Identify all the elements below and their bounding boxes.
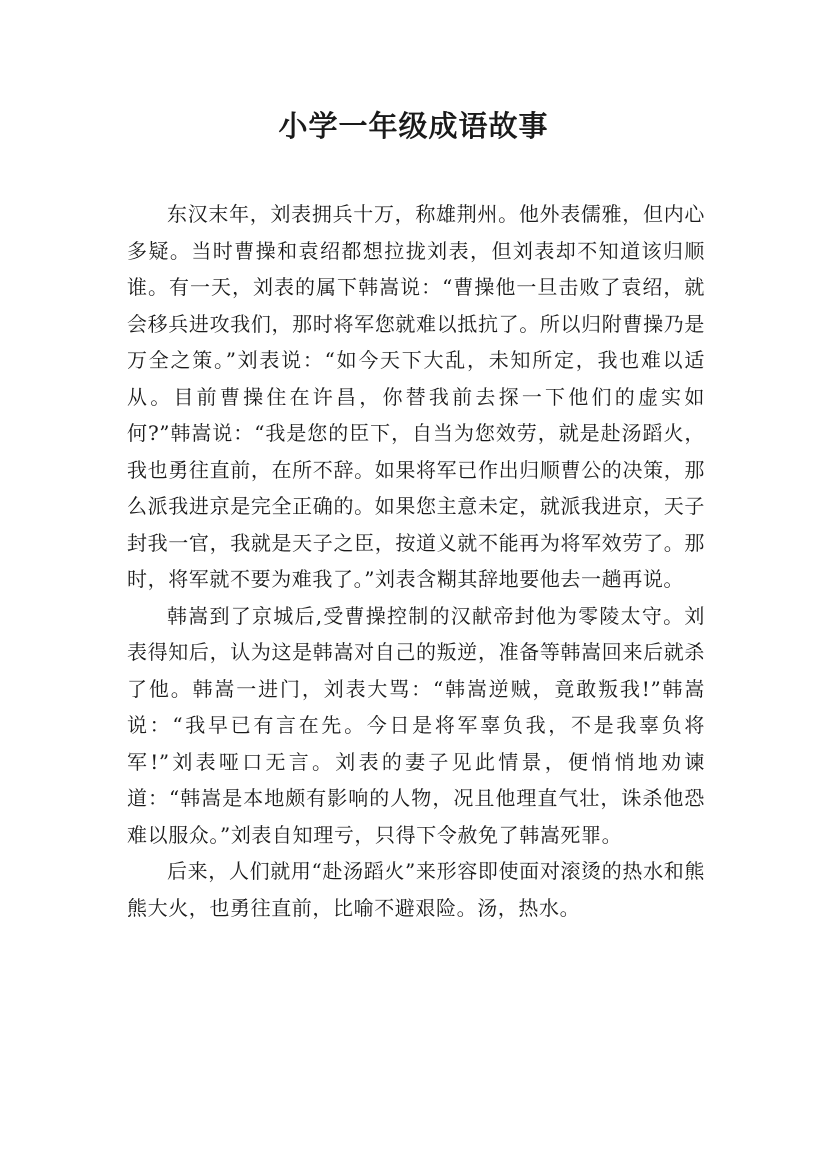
paragraph-1: 东汉末年，刘表拥兵十万，称雄荆州。他外表儒雅，但内心多疑。当时曹操和袁绍都想拉拢刘表，但刘表却不知道该归顺谁。有一天，刘表的属下韩嵩说：“曹操他一旦击败了袁绍，就会移兵进攻我们，那时将军您就难以抵抗了。所以归附曹操乃是万全之策。”刘表说：“如今天下大乱，未知所定，我也难以适从。目前曹操住在许昌，你替我前去探一下他们的虚实如何?”韩嵩说：“我是您的臣下，自当为您效劳，就是赴汤蹈火，我也勇往直前，在所不辞。如果将军已作出归顺曹公的决策，那么派我进京是完全正确的。如果您主意未定，就派我进京，天子封我一官，我就是天子之臣，按道义就不能再为将军效劳了。那时，将军就不要为难我了。”刘表含糊其辞地要他去一趟再说。 bbox=[127, 202, 705, 591]
paragraph-2: 韩嵩到了京城后,受曹操控制的汉献帝封他为零陵太守。刘表得知后，认为这是韩嵩对自己的叛逆，准备等韩嵩回来后就杀了他。韩嵩一进门，刘表大骂：“韩嵩逆贼，竟敢叛我!”韩嵩说：“我早已有言在先。今日是将军辜负我，不是我辜负将军!”刘表哑口无言。刘表的妻子见此情景，便悄悄地劝谏道：“韩嵩是本地颇有影响的人物，况且他理直气壮，诛杀他恐难以服众。”刘表自知理亏，只得下令赦免了韩嵩死罪。 bbox=[127, 603, 705, 847]
paragraph-3: 后来，人们就用“赴汤蹈火”来形容即使面对滚烫的热水和熊熊大火，也勇往直前，比喻不避艰险。汤，热水。 bbox=[127, 859, 705, 920]
document-body bbox=[127, 196, 705, 926]
document-title: 小学一年级成语故事 bbox=[278, 109, 549, 143]
